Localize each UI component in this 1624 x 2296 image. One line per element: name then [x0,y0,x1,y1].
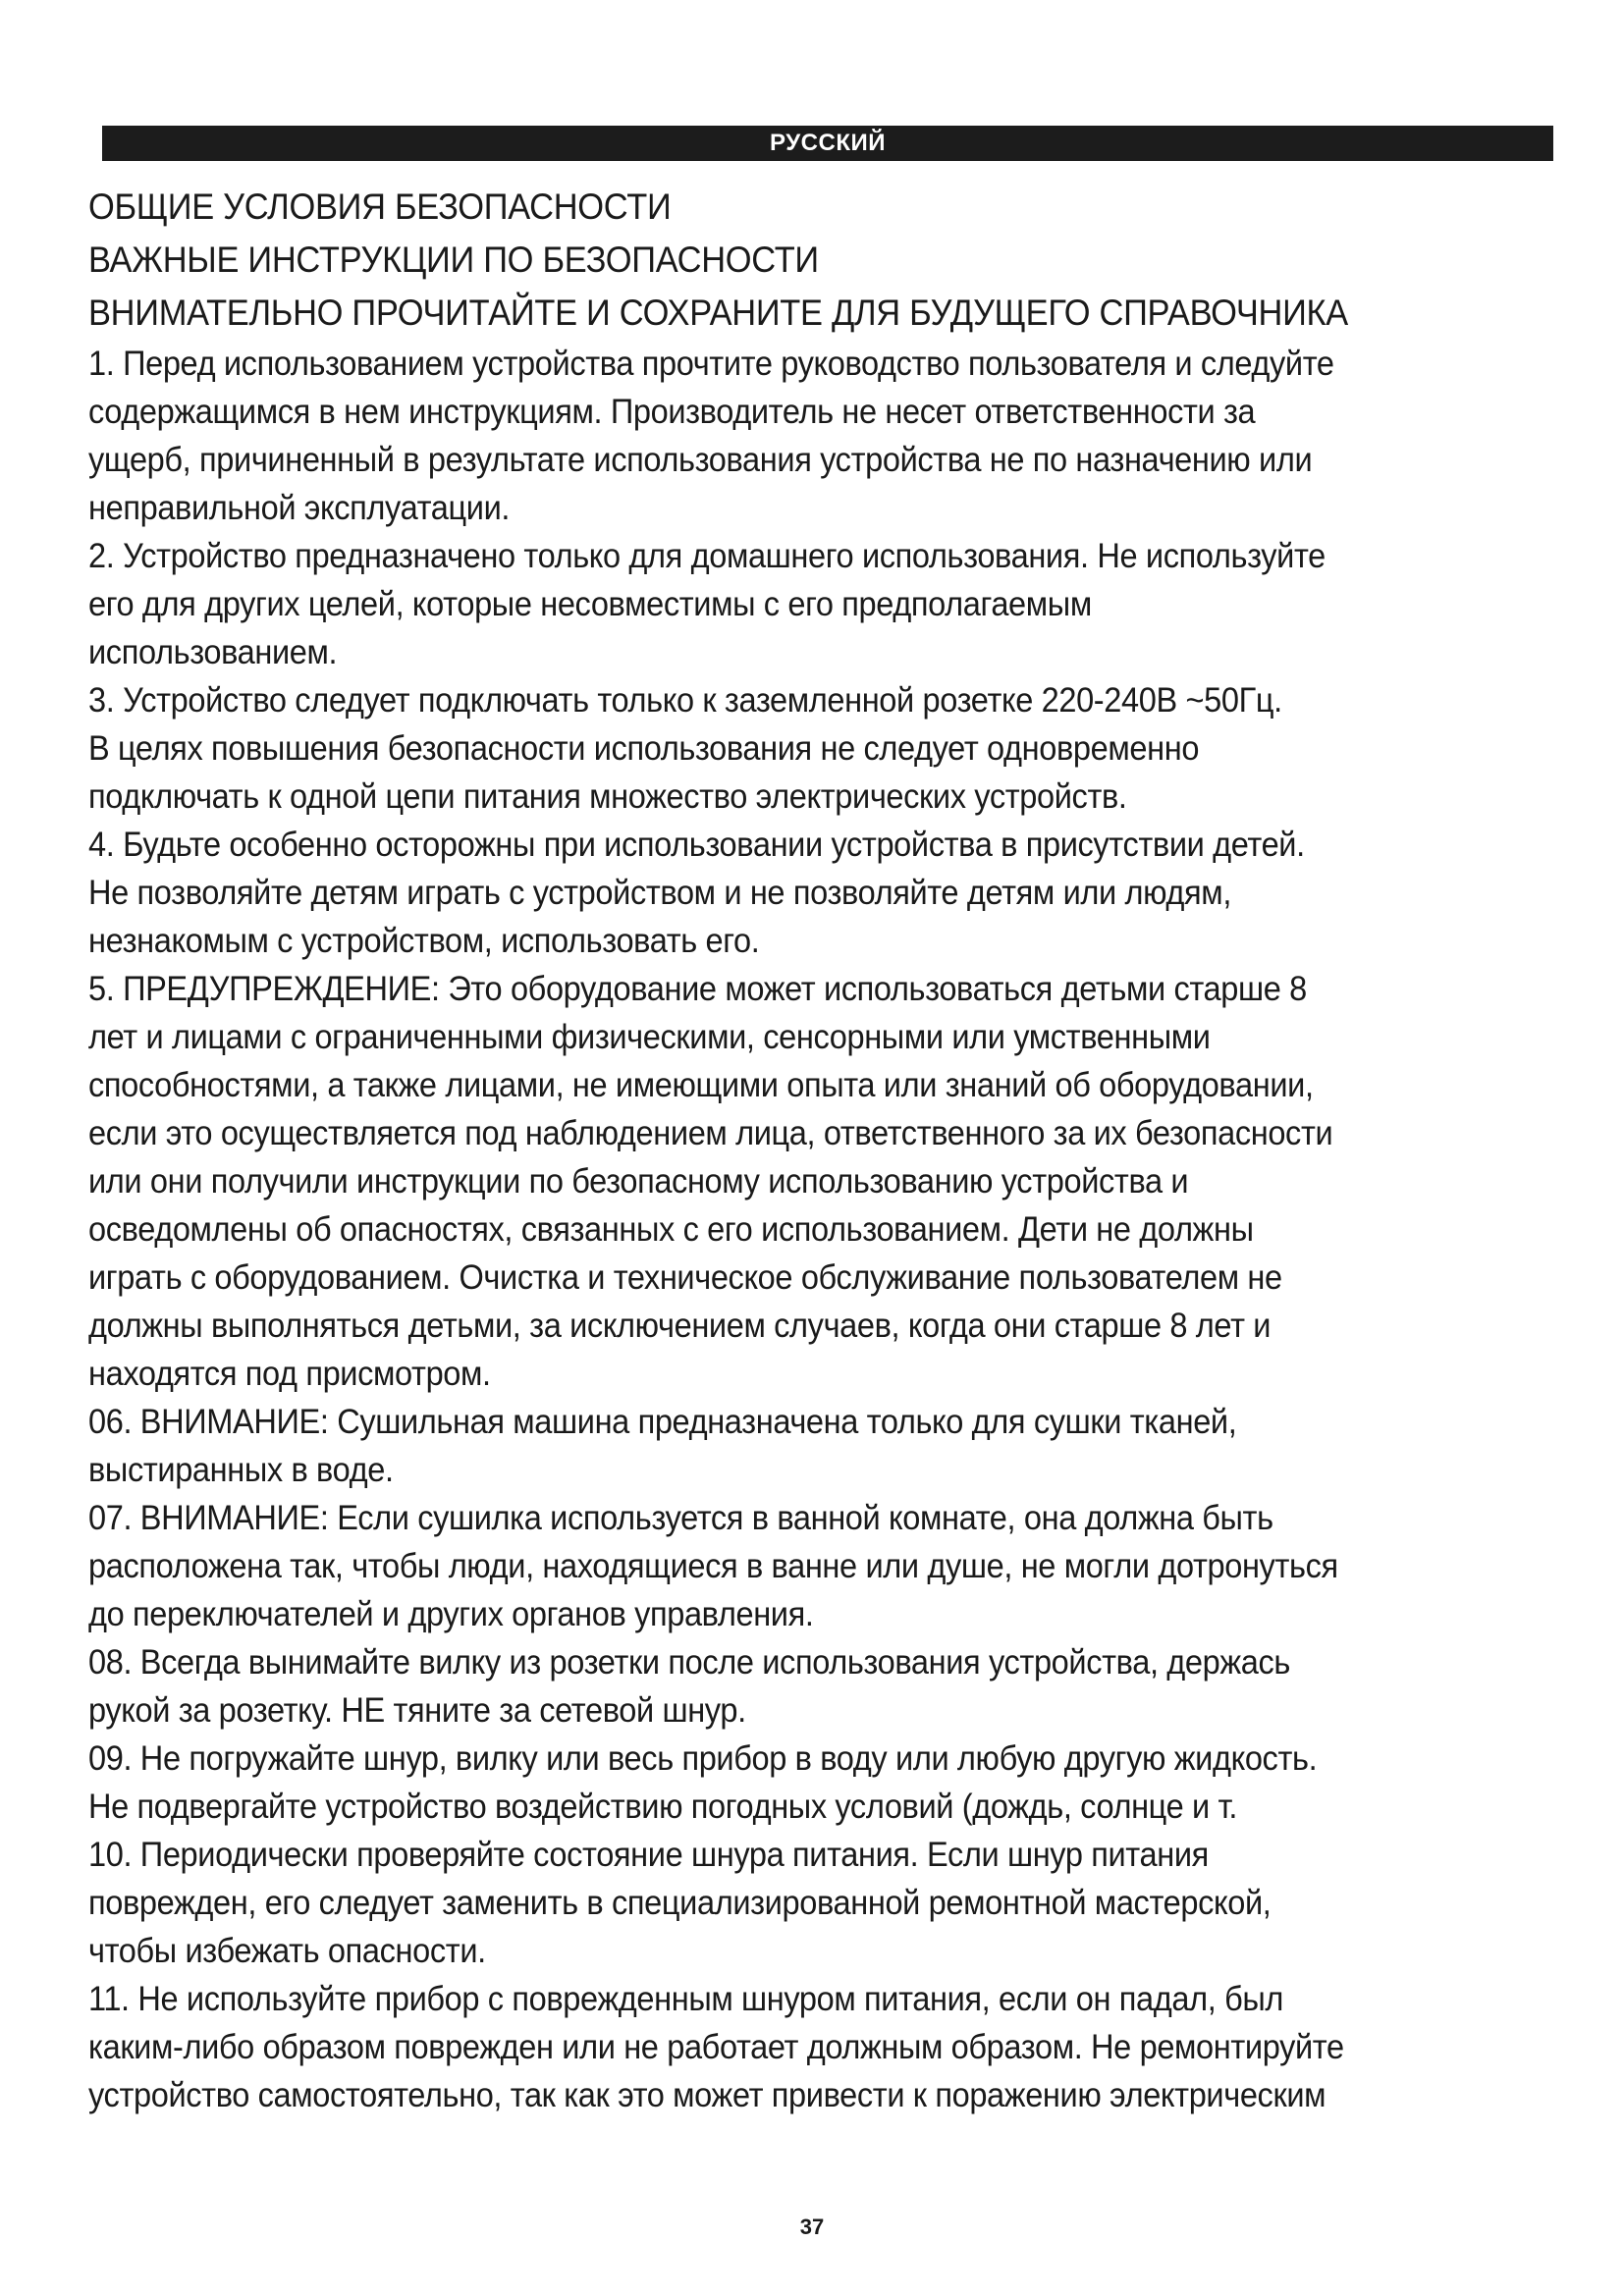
item-5-line: или они получили инструкции по безопасному использованию устройства и [88,1162,1189,1201]
item-2-line: его для других целей, которые несовместимы с его предполагаемым [88,585,1092,623]
page-number: 37 [799,2215,825,2239]
item-1-line: содержащимся в нем инструкциям. Производитель не несет ответственности за [88,393,1256,431]
item-8-line: 08. Всегда вынимайте вилку из розетки после использования устройства, держась [88,1643,1290,1682]
item-3-line: В целях повышения безопасности использования не следует одновременно [88,729,1200,768]
item-11-line: 11. Не используйте прибор с поврежденным шнуром питания, если он падал, был [88,1980,1283,2018]
item-4-line: 4. Будьте особенно осторожны при использовании устройства в присутствии детей. [88,826,1305,864]
item-7-line: расположена так, чтобы люди, находящиеся в ванне или душе, не могли дотронуться [88,1547,1338,1585]
item-10-line: 10. Периодически проверяйте состояние шнура питания. Если шнур питания [88,1836,1209,1874]
item-10-line: поврежден, его следует заменить в специализированной ремонтной мастерской, [88,1884,1272,1922]
item-4-line: незнакомым с устройством, использовать его. [88,922,760,960]
item-5-line: способностями, а также лицами, не имеющими опыта или знаний об оборудовании, [88,1066,1314,1104]
item-3-line: подключать к одной цепи питания множество электрических устройств. [88,777,1127,816]
item-11-line: каким-либо образом поврежден или не работает должным образом. Не ремонтируйте [88,2028,1344,2066]
item-9-line: 09. Не погружайте шнур, вилку или весь прибор в воду или любую другую жидкость. [88,1739,1318,1778]
item-1-line: 1. Перед использованием устройства прочтите руководство пользователя и следуйте [88,345,1334,383]
item-4-line: Не позволяйте детям играть с устройством и не позволяйте детям или людям, [88,874,1231,912]
item-5-line: лет и лицами с ограниченными физическими, сенсорными или умственными [88,1018,1211,1056]
item-7-line: до переключателей и других органов управления. [88,1595,814,1633]
item-3-line: 3. Устройство следует подключать только к заземленной розетке 220-240В ~50Гц. [88,681,1282,720]
item-6-line: 06. ВНИМАНИЕ: Сушильная машина предназначена только для сушки тканей, [88,1403,1237,1441]
item-2-line: использованием. [88,633,338,671]
item-6-line: выстиранных в воде. [88,1451,394,1489]
item-11-line: устройство самостоятельно, так как это может привести к поражению электрическим [88,2076,1326,2114]
item-5-line: 5. ПРЕДУПРЕЖДЕНИЕ: Это оборудование может использоваться детьми старше 8 [88,970,1307,1008]
item-1-line: неправильной эксплуатации. [88,489,511,527]
item-5-line: находятся под присмотром. [88,1355,491,1393]
item-5-line: должны выполняться детьми, за исключением случаев, когда они старше 8 лет и [88,1307,1272,1345]
item-2-line: 2. Устройство предназначено только для домашнего использования. Не используйте [88,537,1326,575]
heading-important-instructions: ВАЖНЫЕ ИНСТРУКЦИИ ПО БЕЗОПАСНОСТИ [88,240,819,280]
item-5-line: если это осуществляется под наблюдением лица, ответственного за их безопасности [88,1114,1333,1152]
language-label: РУССКИЙ [770,130,886,156]
item-8-line: рукой за розетку. НЕ тяните за сетевой шнур. [88,1691,746,1730]
item-10-line: чтобы избежать опасности. [88,1932,486,1970]
heading-read-and-keep: ВНИМАТЕЛЬНО ПРОЧИТАЙТЕ И СОХРАНИТЕ ДЛЯ БУДУЩЕГО СПРАВОЧНИКА [88,293,1348,333]
item-5-line: осведомлены об опасностях, связанных с его использованием. Дети не должны [88,1210,1254,1249]
safety-instructions [88,181,1561,2119]
language-header-bar [102,126,1553,161]
heading-general-safety: ОБЩИЕ УСЛОВИЯ БЕЗОПАСНОСТИ [88,187,672,227]
item-7-line: 07. ВНИМАНИЕ: Если сушилка используется в ванной комнате, она должна быть [88,1499,1273,1537]
item-5-line: играть с оборудованием. Очистка и техническое обслуживание пользователем не [88,1258,1282,1297]
item-9-line: Не подвергайте устройство воздействию погодных условий (дождь, солнце и т. [88,1788,1238,1826]
item-1-line: ущерб, причиненный в результате использования устройства не по назначению или [88,441,1313,479]
